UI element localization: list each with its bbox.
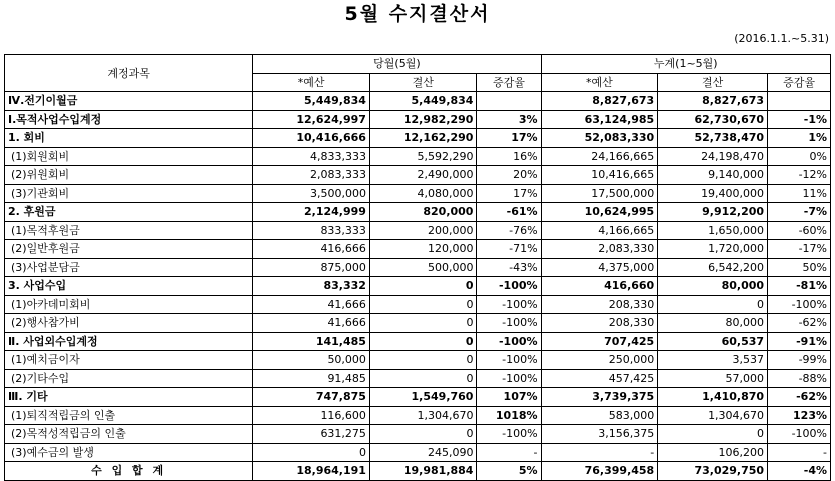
cum-actual-cell: 52,738,470 <box>658 129 768 148</box>
month-actual-cell: 500,000 <box>369 258 477 277</box>
month-rate-cell: -100% <box>477 295 541 314</box>
header-cum-budget: *예산 <box>541 73 658 92</box>
month-actual-cell: 0 <box>369 295 477 314</box>
month-actual-cell: 0 <box>369 277 477 296</box>
table-row <box>5 462 831 481</box>
table-row <box>5 388 831 407</box>
header-month-group: 당월(5월) <box>253 55 541 74</box>
account-cell: (1)아카데미회비 <box>5 295 253 314</box>
cum-budget-cell: 3,156,375 <box>541 425 658 444</box>
month-rate-cell: -100% <box>477 332 541 351</box>
cum-actual-cell: 9,140,000 <box>658 166 768 185</box>
month-rate-cell: 17% <box>477 184 541 203</box>
account-cell: (2)기타수입 <box>5 369 253 388</box>
header-account: 계정과목 <box>5 55 253 92</box>
cum-rate-cell: -7% <box>768 203 831 222</box>
cum-budget-cell: 10,624,995 <box>541 203 658 222</box>
month-budget-cell: 5,449,834 <box>253 92 370 111</box>
table-row <box>5 221 831 240</box>
cum-budget-cell: 583,000 <box>541 406 658 425</box>
month-rate-cell: 5% <box>477 462 541 481</box>
table-row <box>5 92 831 111</box>
month-actual-cell: 0 <box>369 425 477 444</box>
cum-rate-cell <box>768 92 831 111</box>
month-actual-cell: 820,000 <box>369 203 477 222</box>
account-cell: 2. 후원금 <box>5 203 253 222</box>
month-rate-cell: 1018% <box>477 406 541 425</box>
cum-budget-cell: 2,083,330 <box>541 240 658 259</box>
account-cell: (2)행사참가비 <box>5 314 253 333</box>
cum-rate-cell: -91% <box>768 332 831 351</box>
month-rate-cell: 3% <box>477 110 541 129</box>
account-cell: 수 입 합 계 <box>5 462 253 481</box>
month-actual-cell: 0 <box>369 314 477 333</box>
cum-rate-cell: -4% <box>768 462 831 481</box>
month-actual-cell: 0 <box>369 369 477 388</box>
month-actual-cell: 19,981,884 <box>369 462 477 481</box>
account-cell: (2)목적성적립금의 인출 <box>5 425 253 444</box>
cum-actual-cell: 8,827,673 <box>658 92 768 111</box>
cum-actual-cell: 0 <box>658 425 768 444</box>
cum-rate-cell: 123% <box>768 406 831 425</box>
month-budget-cell: 747,875 <box>253 388 370 407</box>
cum-actual-cell: 73,029,750 <box>658 462 768 481</box>
table-row <box>5 147 831 166</box>
cum-rate-cell: -62% <box>768 314 831 333</box>
period-label: (2016.1.1.~5.31) <box>734 32 829 45</box>
month-rate-cell: -71% <box>477 240 541 259</box>
cum-actual-cell: 60,537 <box>658 332 768 351</box>
month-rate-cell: -43% <box>477 258 541 277</box>
document-title: 5월 수지결산서 <box>344 3 491 25</box>
cum-budget-cell: 63,124,985 <box>541 110 658 129</box>
cum-actual-cell: 6,542,200 <box>658 258 768 277</box>
month-actual-cell: 120,000 <box>369 240 477 259</box>
month-rate-cell <box>477 92 541 111</box>
cum-actual-cell: 1,720,000 <box>658 240 768 259</box>
cum-actual-cell: 9,912,200 <box>658 203 768 222</box>
table-row <box>5 184 831 203</box>
table-row <box>5 351 831 370</box>
month-budget-cell: 0 <box>253 443 370 462</box>
cum-budget-cell: 8,827,673 <box>541 92 658 111</box>
cum-actual-cell: 19,400,000 <box>658 184 768 203</box>
month-actual-cell: 1,304,670 <box>369 406 477 425</box>
income-statement-table <box>4 54 831 481</box>
account-cell: Ⅰ.목적사업수입계정 <box>5 110 253 129</box>
account-cell: (2)일반후원금 <box>5 240 253 259</box>
account-cell: 3. 사업수입 <box>5 277 253 296</box>
month-actual-cell: 12,162,290 <box>369 129 477 148</box>
month-actual-cell: 200,000 <box>369 221 477 240</box>
month-budget-cell: 18,964,191 <box>253 462 370 481</box>
cum-actual-cell: 106,200 <box>658 443 768 462</box>
month-budget-cell: 2,083,333 <box>253 166 370 185</box>
table-row <box>5 332 831 351</box>
cum-budget-cell: 52,083,330 <box>541 129 658 148</box>
cum-budget-cell: 17,500,000 <box>541 184 658 203</box>
table-row <box>5 258 831 277</box>
cum-rate-cell: -60% <box>768 221 831 240</box>
cum-actual-cell: 3,537 <box>658 351 768 370</box>
month-budget-cell: 41,666 <box>253 295 370 314</box>
table-row <box>5 295 831 314</box>
month-actual-cell: 12,982,290 <box>369 110 477 129</box>
month-rate-cell: -100% <box>477 351 541 370</box>
cum-rate-cell: -17% <box>768 240 831 259</box>
account-cell: (1)예치금이자 <box>5 351 253 370</box>
month-budget-cell: 2,124,999 <box>253 203 370 222</box>
month-budget-cell: 141,485 <box>253 332 370 351</box>
month-actual-cell: 0 <box>369 332 477 351</box>
cum-rate-cell: -88% <box>768 369 831 388</box>
table-row <box>5 443 831 462</box>
header-cum-rate: 증감율 <box>768 73 831 92</box>
account-cell: (1)회원회비 <box>5 147 253 166</box>
table-row <box>5 166 831 185</box>
cum-budget-cell: 208,330 <box>541 314 658 333</box>
cum-actual-cell: 62,730,670 <box>658 110 768 129</box>
header-cumulative-group: 누계(1~5월) <box>541 55 830 74</box>
month-budget-cell: 10,416,666 <box>253 129 370 148</box>
month-rate-cell: -100% <box>477 314 541 333</box>
account-cell: (1)목적후원금 <box>5 221 253 240</box>
header-month-actual: 결산 <box>369 73 477 92</box>
month-rate-cell: 107% <box>477 388 541 407</box>
cum-budget-cell: 76,399,458 <box>541 462 658 481</box>
month-budget-cell: 91,485 <box>253 369 370 388</box>
cum-rate-cell: -1% <box>768 110 831 129</box>
month-rate-cell: -100% <box>477 277 541 296</box>
cum-budget-cell: 250,000 <box>541 351 658 370</box>
month-budget-cell: 4,833,333 <box>253 147 370 166</box>
cum-budget-cell: 24,166,665 <box>541 147 658 166</box>
month-rate-cell: -76% <box>477 221 541 240</box>
table-row <box>5 406 831 425</box>
month-budget-cell: 116,600 <box>253 406 370 425</box>
cum-budget-cell: 707,425 <box>541 332 658 351</box>
account-cell: (3)기관회비 <box>5 184 253 203</box>
month-actual-cell: 4,080,000 <box>369 184 477 203</box>
account-cell: (1)퇴직적립금의 인출 <box>5 406 253 425</box>
table-row <box>5 240 831 259</box>
month-actual-cell: 245,090 <box>369 443 477 462</box>
table-row <box>5 129 831 148</box>
cum-actual-cell: 1,410,870 <box>658 388 768 407</box>
cum-budget-cell: 208,330 <box>541 295 658 314</box>
cum-rate-cell: -81% <box>768 277 831 296</box>
month-budget-cell: 41,666 <box>253 314 370 333</box>
month-rate-cell: 17% <box>477 129 541 148</box>
month-rate-cell: 16% <box>477 147 541 166</box>
cum-budget-cell: 416,660 <box>541 277 658 296</box>
cum-actual-cell: 57,000 <box>658 369 768 388</box>
table-row <box>5 314 831 333</box>
cum-rate-cell: -100% <box>768 295 831 314</box>
cum-budget-cell: - <box>541 443 658 462</box>
cum-budget-cell: 4,166,665 <box>541 221 658 240</box>
cum-actual-cell: 80,000 <box>658 277 768 296</box>
month-budget-cell: 12,624,997 <box>253 110 370 129</box>
cum-rate-cell: 50% <box>768 258 831 277</box>
table-row <box>5 277 831 296</box>
table-body <box>5 92 831 481</box>
month-budget-cell: 833,333 <box>253 221 370 240</box>
cum-actual-cell: 0 <box>658 295 768 314</box>
header-month-rate: 증감율 <box>477 73 541 92</box>
cum-rate-cell: 0% <box>768 147 831 166</box>
month-budget-cell: 631,275 <box>253 425 370 444</box>
table-row <box>5 369 831 388</box>
header-cum-actual: 결산 <box>658 73 768 92</box>
month-rate-cell: 20% <box>477 166 541 185</box>
month-rate-cell: -100% <box>477 369 541 388</box>
month-budget-cell: 416,666 <box>253 240 370 259</box>
cum-rate-cell: -100% <box>768 425 831 444</box>
header-month-budget: *예산 <box>253 73 370 92</box>
cum-rate-cell: 11% <box>768 184 831 203</box>
month-rate-cell: - <box>477 443 541 462</box>
cum-budget-cell: 10,416,665 <box>541 166 658 185</box>
account-cell: (3)사업분담금 <box>5 258 253 277</box>
month-actual-cell: 2,490,000 <box>369 166 477 185</box>
cum-rate-cell: -12% <box>768 166 831 185</box>
table-row <box>5 203 831 222</box>
account-cell: Ⅱ. 사업외수입계정 <box>5 332 253 351</box>
cum-rate-cell: -99% <box>768 351 831 370</box>
table-row <box>5 110 831 129</box>
month-budget-cell: 50,000 <box>253 351 370 370</box>
cum-rate-cell: 1% <box>768 129 831 148</box>
month-rate-cell: -61% <box>477 203 541 222</box>
account-cell: Ⅲ. 기타 <box>5 388 253 407</box>
cum-actual-cell: 24,198,470 <box>658 147 768 166</box>
cum-budget-cell: 4,375,000 <box>541 258 658 277</box>
month-budget-cell: 83,332 <box>253 277 370 296</box>
account-cell: (3)예수금의 발생 <box>5 443 253 462</box>
cum-budget-cell: 457,425 <box>541 369 658 388</box>
account-cell: Ⅳ.전기이월금 <box>5 92 253 111</box>
month-rate-cell: -100% <box>477 425 541 444</box>
account-cell: 1. 회비 <box>5 129 253 148</box>
month-actual-cell: 5,592,290 <box>369 147 477 166</box>
month-budget-cell: 3,500,000 <box>253 184 370 203</box>
cum-actual-cell: 1,304,670 <box>658 406 768 425</box>
month-actual-cell: 1,549,760 <box>369 388 477 407</box>
month-budget-cell: 875,000 <box>253 258 370 277</box>
table-row <box>5 425 831 444</box>
cum-actual-cell: 1,650,000 <box>658 221 768 240</box>
cum-budget-cell: 3,739,375 <box>541 388 658 407</box>
month-actual-cell: 5,449,834 <box>369 92 477 111</box>
cum-actual-cell: 80,000 <box>658 314 768 333</box>
account-cell: (2)위원회비 <box>5 166 253 185</box>
cum-rate-cell: -62% <box>768 388 831 407</box>
cum-rate-cell: - <box>768 443 831 462</box>
month-actual-cell: 0 <box>369 351 477 370</box>
